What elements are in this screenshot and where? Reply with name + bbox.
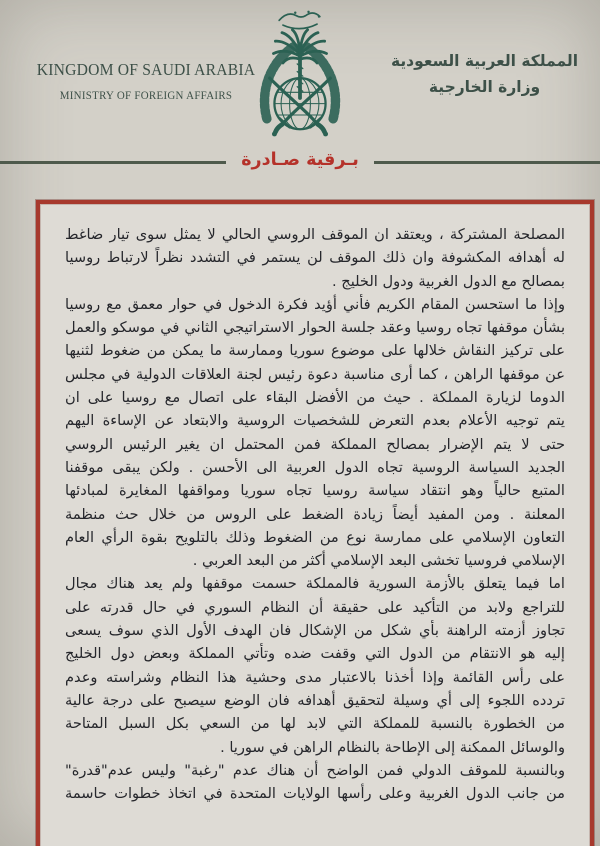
- body-line: من الخطورة بالنسبة للمملكة التي لابد لها من السعي بكل السبل المتاحة: [65, 715, 565, 733]
- body-line: التعاون الإسلامي على ممارسة نوع من الضغوط وذلك بالتلويح بقوة الرأي العام: [65, 528, 565, 546]
- body-line: بمصالح مع الدول الغربية ودول الخليج .: [332, 272, 565, 290]
- body-line: على رأس القائمة وإذا أخذنا بالاعتبار مدى وحشية هذا النظام وشراسته وعدم: [65, 668, 565, 686]
- body-line: حتى لا يتم الإضرار بمصالح المملكة فمن المحتمل ان يغير الرئيس الروسي: [65, 435, 565, 453]
- divider-line-right: [374, 161, 600, 164]
- body-line: الإسلامي فروسيا تخشى البعد الإسلامي أكثر من البعد العربي .: [192, 552, 565, 570]
- saudi-emblem-icon: [229, 4, 371, 156]
- body-text: [40, 204, 590, 805]
- bismillah-calligraphy-icon: [279, 11, 320, 29]
- body-line: وإذا ما استحسن المقام الكريم فأني أؤيد فكرة الدخول في حوار معمق مع روسيا: [65, 295, 565, 313]
- body-line: وبالنسبة للموقف الدولي فمن الواضح أن هناك عدم "رغبة" وليس عدم"قدرة": [65, 761, 565, 779]
- body-line: على تركيز النقاش خلالها على موضوع سوريا وممارسة ما يمكن من ضغوط لثنيها: [65, 342, 565, 360]
- body-line: تجاوز أزمته الراهنة بأي شكل من الإشكال فان الهدف الأول الذي سوف يسعى: [65, 622, 565, 640]
- body-line: المتبع حالياً وهو انتقاد سياسة روسيا تجاه سوريا ومواقفها المغايرة لمبادئها: [65, 482, 565, 500]
- header-divider: [0, 147, 600, 177]
- body-line: للتراجع ولابد من التأكيد على حقيقة أن النظام السوري في حال قدرته على: [65, 598, 565, 616]
- kingdom-title: KINGDOM OF SAUDI ARABIA: [36, 60, 256, 79]
- body-line: الجديد السياسة الروسية تجاه الدول العربية الى الأحسن . ولكن يبقى موقفنا: [65, 458, 565, 476]
- ministry-title-arabic: وزارة الخارجية: [428, 78, 541, 96]
- body-line: المصلحة المشتركة ، ويعتقد ان الموقف الروسي الحالي لا يمثل سوى تيار ضاغط: [65, 226, 565, 243]
- body-line: والوسائل الممكنة إلى الإطاحة بالنظام الراهن في سوريا .: [220, 738, 565, 756]
- body-line: له أهدافه المكشوفة وان ذلك الموقف لن يستمر في التشدد نظراً لارتباط روسيا: [65, 249, 565, 267]
- telegram-type-label: بـرقية صـادرة: [241, 150, 359, 170]
- divider-line-left: [0, 161, 226, 164]
- ministry-title: MINISTRY OF FOREIGN AFFAIRS: [59, 90, 233, 102]
- body-line: المعلنة . ومن المفيد أيضاً زيادة الضغط على الروس من خلال حث منظمة: [65, 505, 565, 523]
- body-line: إليه هو الانتقام من الدول التي وقفت ضده وتأتي المملكة وبعض دول الخليج: [65, 645, 565, 663]
- body-line: الدوما لزيارة المملكة . حيث من الأفضل البقاء على اتصال مع روسيا على ان: [65, 389, 565, 407]
- body-line: عن موقفها الراهن ، كما أرى مناسبة دعوة رئيس لجنة العلاقات الدولية في مجلس: [65, 365, 565, 383]
- body-line: من جانب الدول الغربية وعلى رأسها الولايات المتحدة في اتخاذ خطوات حاسمة: [65, 785, 565, 803]
- body-line: يتم توجيه الأعلام بعدم التعرض للشخصيات الروسية والابتعاد عن الإساءة اليهم: [65, 412, 565, 430]
- body-line: تردده اللجوء إلى أي وسيلة لتحقيق أهدافه فان الوضع سيصبح على درجة عالية: [65, 691, 565, 709]
- telegram-body-frame: [36, 200, 594, 846]
- body-line: بشأن موقفها تجاه روسيا وعقد جلسة الحوار الاستراتيجي الثاني في موسكو والعمل: [65, 319, 565, 337]
- kingdom-title-arabic: المملكة العربية السعودية: [390, 52, 579, 70]
- body-line: اما فيما يتعلق بالأزمة السورية فالمملكة حسمت موقفها ولم يعد هناك مجال: [65, 575, 565, 593]
- header-arabic: [387, 52, 582, 96]
